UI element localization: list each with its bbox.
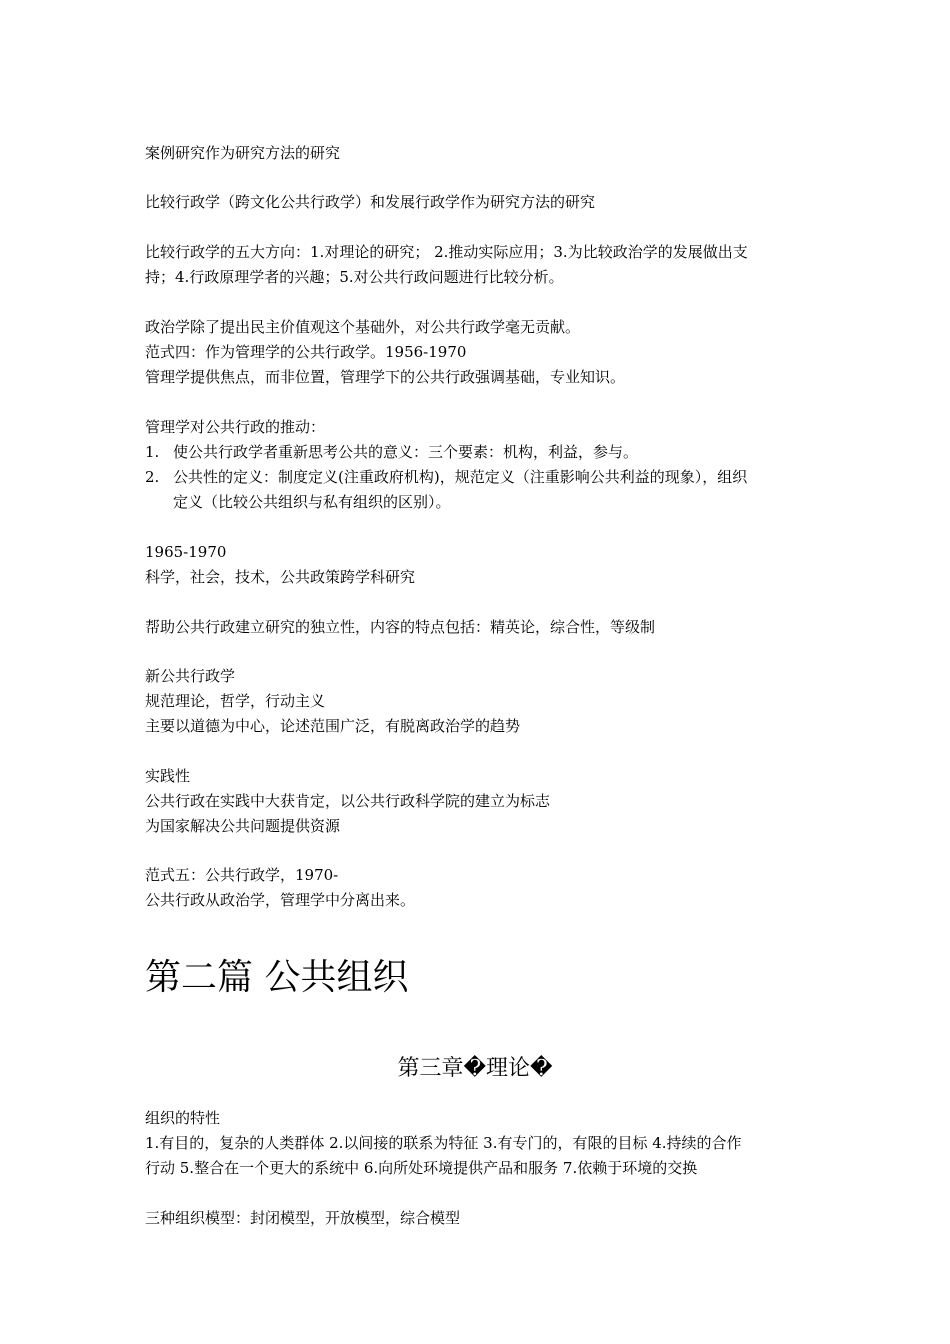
list-item-number: 1. [145, 443, 160, 461]
paragraph-political-science: 政治学除了提出民主价值观这个基础外，对公共行政学毫无贡献。 [145, 318, 581, 336]
paragraph-independence: 帮助公共行政建立研究的独立性，内容的特点包括：精英论，综合性，等级制 [145, 618, 656, 636]
paragraph-normative-theory: 规范理论，哲学，行动主义 [145, 692, 326, 710]
list-item-number: 2. [145, 468, 160, 486]
list-item-text: 使公共行政学者重新思考公共的意义：三个要素：机构，利益，参与。 [173, 443, 639, 461]
paragraph-characteristics-line2: 行动 5.整合在一个更大的系统中 6.向所处环境提供产品和服务 7.依赖于环境的交换 [145, 1159, 698, 1177]
paragraph-management-focus: 管理学提供焦点，而非位置，管理学下的公共行政强调基础，专业知识。 [145, 368, 626, 386]
paragraph-interdisciplinary: 科学，社会，技术，公共政策跨学科研究 [145, 568, 416, 586]
paragraph-org-models: 三种组织模型：封闭模型，开放模型，综合模型 [145, 1209, 461, 1227]
part-heading: 第二篇 公共组织 [145, 957, 409, 998]
paragraph-moral-center: 主要以道德为中心，论述范围广泛，有脱离政治学的趋势 [145, 717, 521, 735]
paragraph-case-study: 案例研究作为研究方法的研究 [145, 144, 341, 162]
paragraph-years: 1965-1970 [145, 543, 227, 561]
paragraph-resources: 为国家解决公共问题提供资源 [145, 817, 341, 835]
paragraph-comparative-admin: 比较行政学（跨文化公共行政学）和发展行政学作为研究方法的研究 [145, 193, 596, 211]
paragraph-affirmed: 公共行政在实践中大获肯定，以公共行政科学院的建立为标志 [145, 792, 551, 810]
paragraph-separation: 公共行政从政治学，管理学中分离出来。 [145, 891, 416, 909]
paragraph-org-characteristics: 组织的特性 [145, 1109, 221, 1127]
paragraph-paradigm-four: 范式四：作为管理学的公共行政学。1956-1970 [145, 343, 467, 361]
paragraph-paradigm-five: 范式五：公共行政学，1970- [145, 866, 339, 884]
paragraph-new-public-admin: 新公共行政学 [145, 667, 236, 685]
list-item-text: 公共性的定义：制度定义(注重政府机构)，规范定义（注重影响公共利益的现象），组织 [173, 468, 748, 486]
paragraph-five-directions-line1: 比较行政学的五大方向：1.对理论的研究； 2.推动实际应用；3.为比较政治学的发展做出支 [145, 243, 748, 261]
paragraph-five-directions-line2: 持；4.行政原理学者的兴趣；5.对公共行政问题进行比较分析。 [145, 268, 564, 286]
list-item-text-continued: 定义（比较公共组织与私有组织的区别）。 [173, 493, 451, 511]
chapter-heading: 第三章�理论� [397, 1056, 553, 1081]
paragraph-practicality: 实践性 [145, 767, 191, 785]
paragraph-characteristics-line1: 1.有目的，复杂的人类群体 2.以间接的联系为特征 3.有专门的，有限的目标 4.持续的合作 [145, 1134, 742, 1152]
paragraph-management-push: 管理学对公共行政的推动： [145, 418, 326, 436]
